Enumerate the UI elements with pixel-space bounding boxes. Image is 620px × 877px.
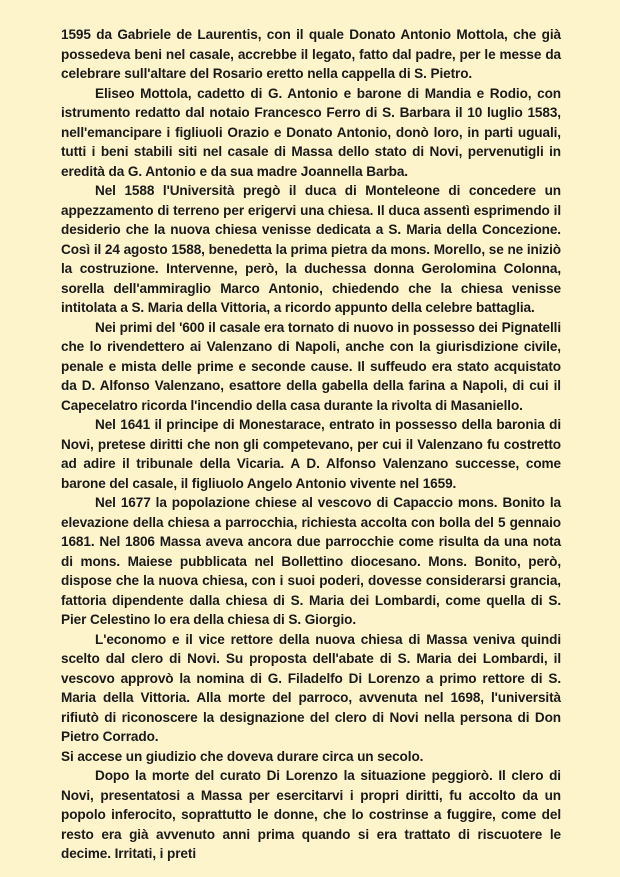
paragraph-7: L'economo e il vice rettore della nuova chiesa di Massa veniva quindi scelto dal clero di Novi. Su proposta dell'abate di S. Maria dei Lombardi, il vescovo approvò la nomina di G. Filadelfo Di Lorenzo a primo rettore di S. Maria della Vittoria. Alla morte del parroco, avvenuta nel 1698, l'università rifiutò di riconoscere la designazione del clero di Novi nella persona di Don Pietro Corrado. <box>61 631 561 744</box>
paragraph-1: 1595 da Gabriele de Laurentis, con il quale Donato Antonio Mottola, che già possedeva beni nel casale, accrebbe il legato, fatto dal padre, per le messe da celebrare sull'altare del Rosario eretto nella cappella di S. Pietro. <box>61 27 561 81</box>
paragraph-5: Nel 1641 il principe di Monestarace, entrato in possesso della baronia di Novi, pretese diritti che non gli competevano, per cui il Valenzano fu costretto ad adire il tribunale della Vicaria. A D. Alfonso Valenzano successe, come barone del casale, il figliuolo Angelo Antonio vivente nel 1659. <box>61 417 561 491</box>
paragraph-9: Dopo la morte del curato Di Lorenzo la situazione peggiorò. Il clero di Novi, presentatosi a Massa per esercitarvi i propri diritti, fu accolto da un popolo inferocito, soprattutto le donne, che lo costrinse a fuggire, come del resto era già avvenuto anni prima quando si era trattato di riscuotere le decime. Irritati, i preti <box>61 768 561 861</box>
paragraph-2: Eliseo Mottola, cadetto di G. Antonio e barone di Mandia e Rodio, con istrumento redatto dal notaio Francesco Ferro di S. Barbara il 10 luglio 1583, nell'emancipare i figliuoli Orazio e Donato Antonio, donò loro, in parti uguali, tutti i beni stabili siti nel casale di Massa dello stato di Novi, pervenutigli in eredità da G. Antonio e da sua madre Joannella Barba. <box>61 85 561 179</box>
paragraph-3: Nel 1588 l'Università pregò il duca di Monteleone di concedere un appezzamento di terreno per erigervi una chiesa. Il duca assentì esprimendo il desiderio che la nuova chiesa venisse dedicata a S. Maria della Concezione. Così il 24 agosto 1588, benedetta la prima pietra da mons. Morello, se ne iniziò la costruzione. Intervenne, però, la duchessa donna Gerolomina Colonna, sorella dell'ammiraglio Marco Antonio, chiedendo che la chiesa venisse intitolata a S. Maria della Vittoria, a ricordo appunto della celebre battaglia. <box>61 183 561 315</box>
paragraph-4: Nei primi del '600 il casale era tornato di nuovo in possesso dei Pignatelli che lo rivendettero ai Valenzano di Napoli, anche con la giurisdizione civile, penale e mista delle prime e seconde cause. Il suffeudo era stato acquistato da D. Alfonso Valenzano, esattore della gabella della farina a Napoli, di cui il Capecelatro ricorda l'incendio della casa durante la rivolta di Masaniello. <box>61 319 561 413</box>
paragraph-8: Si accese un giudizio che doveva durare circa un secolo. <box>61 748 424 764</box>
body-text <box>61 25 561 864</box>
paragraph-6: Nel 1677 la popolazione chiese al vescovo di Capaccio mons. Bonito la elevazione della chiesa a parrocchia, richiesta accolta con bolla del 5 gennaio 1681. Nel 1806 Massa aveva ancora due parrocchie come risulta da una nota di mons. Maiese pubblicata nel Bollettino diocesano. Mons. Bonito, però, dispose che la nuova chiesa, con i suoi poderi, dovesse considerarsi grancia, fattoria dipendente dalla chiesa di S. Maria dei Lombardi, come quella di S. Pier Celestino lo era della chiesa di S. Giorgio. <box>61 495 561 627</box>
